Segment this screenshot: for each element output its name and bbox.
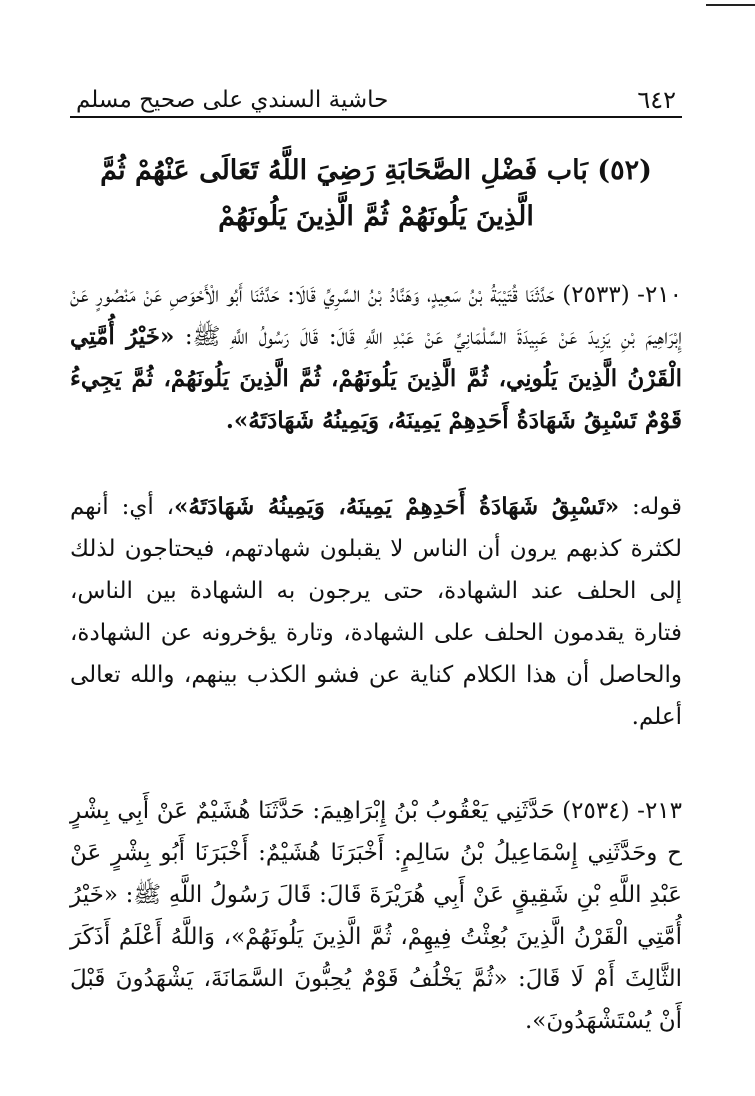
hadith-210-isnad: ٢١٠- (٢٥٣٣) حَدَّثَنَا قُتَيْبَةُ بْنُ سَعِيدٍ، وَهَنَّادُ بْنُ السَّرِيِّ قَالَا: حَدَّثَنَا أَبُو الْأَحْوَصِ عَنْ مَنْصُورٍ عَنْ إِبْرَاهِيمَ بْنِ يَزِيدَ عَنْ عَبِيدَةَ السَّلْمَانِيِّ عَنْ عَبْدِ اللَّهِ قَالَ: قَالَ رَسُولُ اللَّهِ ﷺ: (70, 282, 682, 350)
hadith-213: ٢١٣- (٢٥٣٤) حَدَّثَنِي يَعْقُوبُ بْنُ إِبْرَاهِيمَ: حَدَّثَنَا هُشَيْمٌ عَنْ أَبِي بِشْرٍ ح وحَدَّثَنِي إِسْمَاعِيلُ بْنُ سَالِمٍ: أَخْبَرَنَا هُشَيْمٌ: أَخْبَرَنَا أَبُو بِشْرٍ عَنْ عَبْدِ اللَّهِ بْنِ شَقِيقٍ عَنْ أَبِي هُرَيْرَةَ قَالَ: قَالَ رَسُولُ اللَّهِ ﷺ: «خَيْرُ أُمَّتِي الْقَرْنُ الَّذِينَ بُعِثْتُ فِيهِمْ، ثُمَّ الَّذِينَ يَلُونَهُمْ»، وَاللَّهُ أَعْلَمُ أَذَكَرَ الثَّالِثَ أَمْ لَا قَالَ: «ثُمَّ يَخْلُفُ قَوْمٌ يُحِبُّونَ السَّمَانَةَ، يَشْهَدُونَ قَبْلَ أَنْ يُسْتَشْهَدُونَ». (70, 798, 682, 1034)
page (70, 72, 682, 1042)
hadith-210-matn: «خَيْرُ أُمَّتِي الْقَرْنُ الَّذِينَ يَلُونِي، ثُمَّ الَّذِينَ يَلُونَهُمْ، ثُمَّ الَّذِينَ يَلُونَهُمْ، ثُمَّ يَجِيءُ قَوْمٌ تَسْبِقُ شَهَادَةُ أَحَدِهِمْ يَمِينَهُ، وَيَمِينُهُ شَهَادَتَهُ». (70, 323, 682, 434)
corner-mark (706, 4, 755, 6)
hadith-210 (70, 274, 682, 442)
chapter-heading: (٥٢) بَاب فَضْلِ الصَّحَابَةِ رَضِيَ اللَّهُ تَعَالَى عَنْهُمْ ثُمَّ الَّذِينَ يَلُونَهُمْ ثُمَّ الَّذِينَ يَلُونَهُمْ (100, 155, 652, 232)
commentary-quote: «تَسْبِقُ شَهَادَةُ أَحَدِهِمْ يَمِينَهُ، وَيَمِينُهُ شَهَادَتَهُ» (174, 493, 620, 520)
book-title: حاشية السندي على صحيح مسلم (76, 87, 389, 113)
commentary-paragraph (70, 486, 682, 738)
commentary-text: ، أي: أنهم لكثرة كذبهم يرون أن الناس لا يقبلون شهادتهم، فيحتاجون لذلك إلى الحلف عند الشهادة، حتى يرجون به الشهادة بين الناس، فتارة يقدمون الحلف على الشهادة، وتارة يؤخرونه عن الشهادة، والحاصل أن هذا الكلام كناية عن فشو الكذب بينهم، والله تعالى أعلم. (70, 494, 682, 730)
page-number: ٦٤٢ (637, 86, 676, 114)
running-header (70, 72, 682, 118)
commentary-lead: قوله: (619, 494, 682, 520)
